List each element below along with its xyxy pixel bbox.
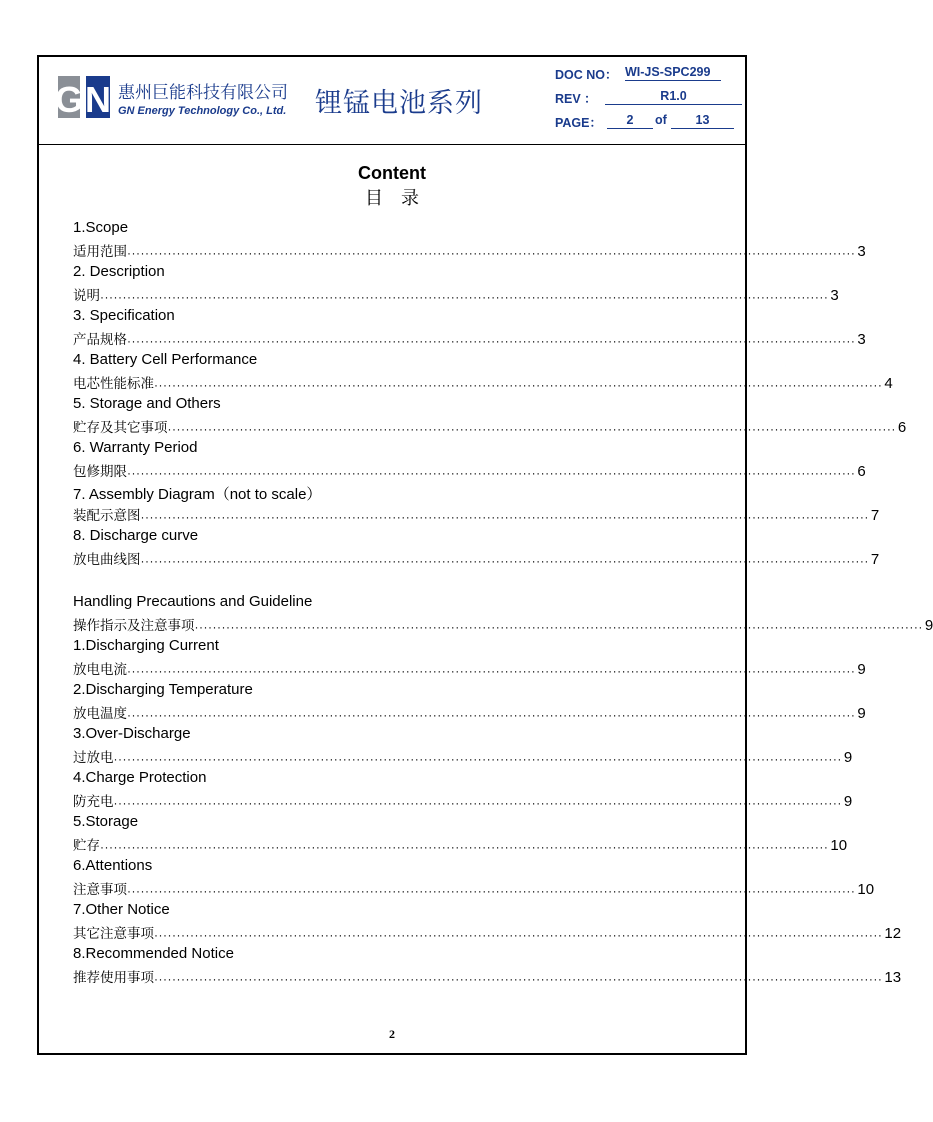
toc-entry-cn: 适用范围 (73, 244, 127, 260)
toc-dot-leader (127, 334, 855, 348)
svg-text:G: G (54, 79, 84, 120)
toc-entry-cn: 说明 (73, 288, 100, 304)
toc-entry-line[interactable] (73, 284, 839, 304)
toc-entry-title[interactable]: 8.Recommended Notice (73, 945, 234, 962)
page-current: 2 (607, 113, 653, 129)
toc-entry-title[interactable]: Handling Precautions and Guideline (73, 593, 313, 610)
toc-dot-leader (127, 884, 855, 898)
toc-entry-title[interactable]: 3. Specification (73, 307, 175, 324)
rev-label: REV ： (555, 92, 597, 106)
toc-entry-page: 3 (857, 331, 866, 348)
toc-entry-page: 4 (884, 375, 893, 392)
toc-entry-line[interactable] (73, 460, 866, 480)
toc-dot-leader (114, 752, 842, 766)
toc-entry-line[interactable] (73, 878, 875, 898)
toc-entry-cn: 放电温度 (73, 706, 127, 722)
toc-entry-page: 9 (857, 661, 866, 678)
toc-entry-page: 7 (870, 551, 880, 568)
toc-entry-line[interactable] (73, 372, 893, 392)
document-header (39, 57, 745, 145)
toc-entry-title[interactable]: 2. Description (73, 263, 165, 280)
toc-entry-page: 6 (857, 463, 866, 480)
toc-entry-title[interactable]: 5. Storage and Others (73, 395, 221, 412)
toc-dot-leader (100, 290, 828, 304)
toc-entry-cn: 放电电流 (73, 662, 127, 678)
toc-title: Content (358, 163, 426, 183)
toc-entry-line[interactable] (73, 966, 902, 986)
toc-entry-line[interactable] (73, 614, 933, 634)
toc-entry-line[interactable] (73, 746, 853, 766)
toc-entry-line[interactable] (73, 790, 853, 810)
toc-entry-title[interactable]: 1.Scope (73, 219, 129, 236)
gn-logo-icon (56, 74, 112, 120)
toc-entry-cn: 操作指示及注意事项 (73, 618, 195, 634)
toc-entry-cn: 产品规格 (73, 332, 127, 348)
toc-entry-title[interactable]: 6. Warranty Period (73, 439, 198, 456)
toc-dot-leader (168, 422, 896, 436)
toc-entry-title[interactable]: 4. Battery Cell Performance (73, 351, 258, 368)
toc-dot-leader (127, 708, 855, 722)
doc-no-label: DOC NO： (555, 68, 618, 82)
toc-entry-line[interactable] (73, 504, 880, 524)
toc-dot-leader (114, 796, 842, 810)
toc-entry-cn: 防充电 (73, 794, 114, 810)
svg-text:N: N (85, 79, 111, 120)
page-label: PAGE： (555, 116, 602, 130)
toc-entry-cn: 贮存 (73, 838, 100, 854)
page-total: 13 (671, 113, 734, 129)
page-of: of (655, 113, 667, 127)
toc-entry-title[interactable]: 3.Over-Discharge (73, 725, 191, 742)
company-name-en: GN Energy Technology Co., Ltd. (118, 105, 287, 117)
toc-title-cn: 目录 (365, 188, 437, 209)
toc-entry-line[interactable] (73, 328, 866, 348)
toc-entry-cn: 放电曲线图 (73, 552, 141, 568)
toc-dot-leader (154, 378, 882, 392)
toc-entry-line[interactable] (73, 240, 866, 260)
toc-entry-title[interactable]: 2.Discharging Temperature (73, 681, 253, 698)
toc-dot-leader (154, 972, 882, 986)
toc-dot-leader (127, 664, 855, 678)
toc-entry-title[interactable]: 1.Discharging Current (73, 637, 219, 654)
toc-entry-line[interactable] (73, 548, 880, 568)
toc-entry-title[interactable]: 8. Discharge curve (73, 527, 199, 544)
toc-entry-page: 10 (857, 881, 875, 898)
toc-entry-page: 3 (830, 287, 839, 304)
toc-entry-cn: 装配示意图 (73, 508, 141, 524)
page-number: 2 (389, 1027, 395, 1041)
toc-dot-leader (195, 620, 923, 634)
toc-entry-cn: 过放电 (73, 750, 114, 766)
toc-entry-title[interactable]: 6.Attentions (73, 857, 153, 874)
rev-value: R1.0 (605, 89, 742, 105)
toc-entry-line[interactable] (73, 702, 866, 722)
toc-entry-title[interactable]: 7.Other Notice (73, 901, 170, 918)
company-name-cn: 惠州巨能科技有限公司 (118, 83, 288, 103)
toc-dot-leader (127, 246, 855, 260)
toc-entry-page: 9 (843, 749, 853, 766)
toc-entry-cn: 包修期限 (73, 464, 127, 480)
toc-entry-line[interactable] (73, 416, 907, 436)
toc-dot-leader (141, 510, 869, 524)
toc-entry-page: 9 (857, 705, 866, 722)
toc-entry-cn: 其它注意事项 (73, 926, 154, 942)
toc-entry-cn: 贮存及其它事项 (73, 420, 168, 436)
toc-entry-cn: 注意事项 (73, 882, 127, 898)
toc-entry-title[interactable]: 4.Charge Protection (73, 769, 207, 786)
toc-entry-page: 9 (924, 617, 933, 634)
toc-dot-leader (154, 928, 882, 942)
series-title: 锂锰电池系列 (315, 88, 483, 119)
toc-entry-page: 9 (843, 793, 853, 810)
toc-entry-page: 6 (897, 419, 907, 436)
toc-entry-line[interactable] (73, 658, 866, 678)
toc-entry-page: 13 (884, 969, 902, 986)
toc-dot-leader (127, 466, 855, 480)
toc-entry-page: 12 (884, 925, 902, 942)
toc-entry-cn: 推荐使用事项 (73, 970, 154, 986)
toc-entry-title[interactable]: 5.Storage (73, 813, 139, 830)
toc-entry-page: 7 (870, 507, 880, 524)
toc-entry-line[interactable] (73, 922, 902, 942)
toc-dot-leader (141, 554, 869, 568)
toc-dot-leader (100, 840, 828, 854)
doc-no-value: WI-JS-SPC299 (625, 65, 721, 81)
document-frame (37, 55, 933, 1055)
toc-entry-line[interactable] (73, 834, 848, 854)
toc-entry-cn: 电芯性能标准 (73, 376, 154, 392)
toc-entry-page: 3 (857, 243, 866, 260)
toc-entry-title[interactable]: 7. Assembly Diagram（not to scale） (73, 486, 322, 503)
toc-entry-page: 10 (830, 837, 848, 854)
